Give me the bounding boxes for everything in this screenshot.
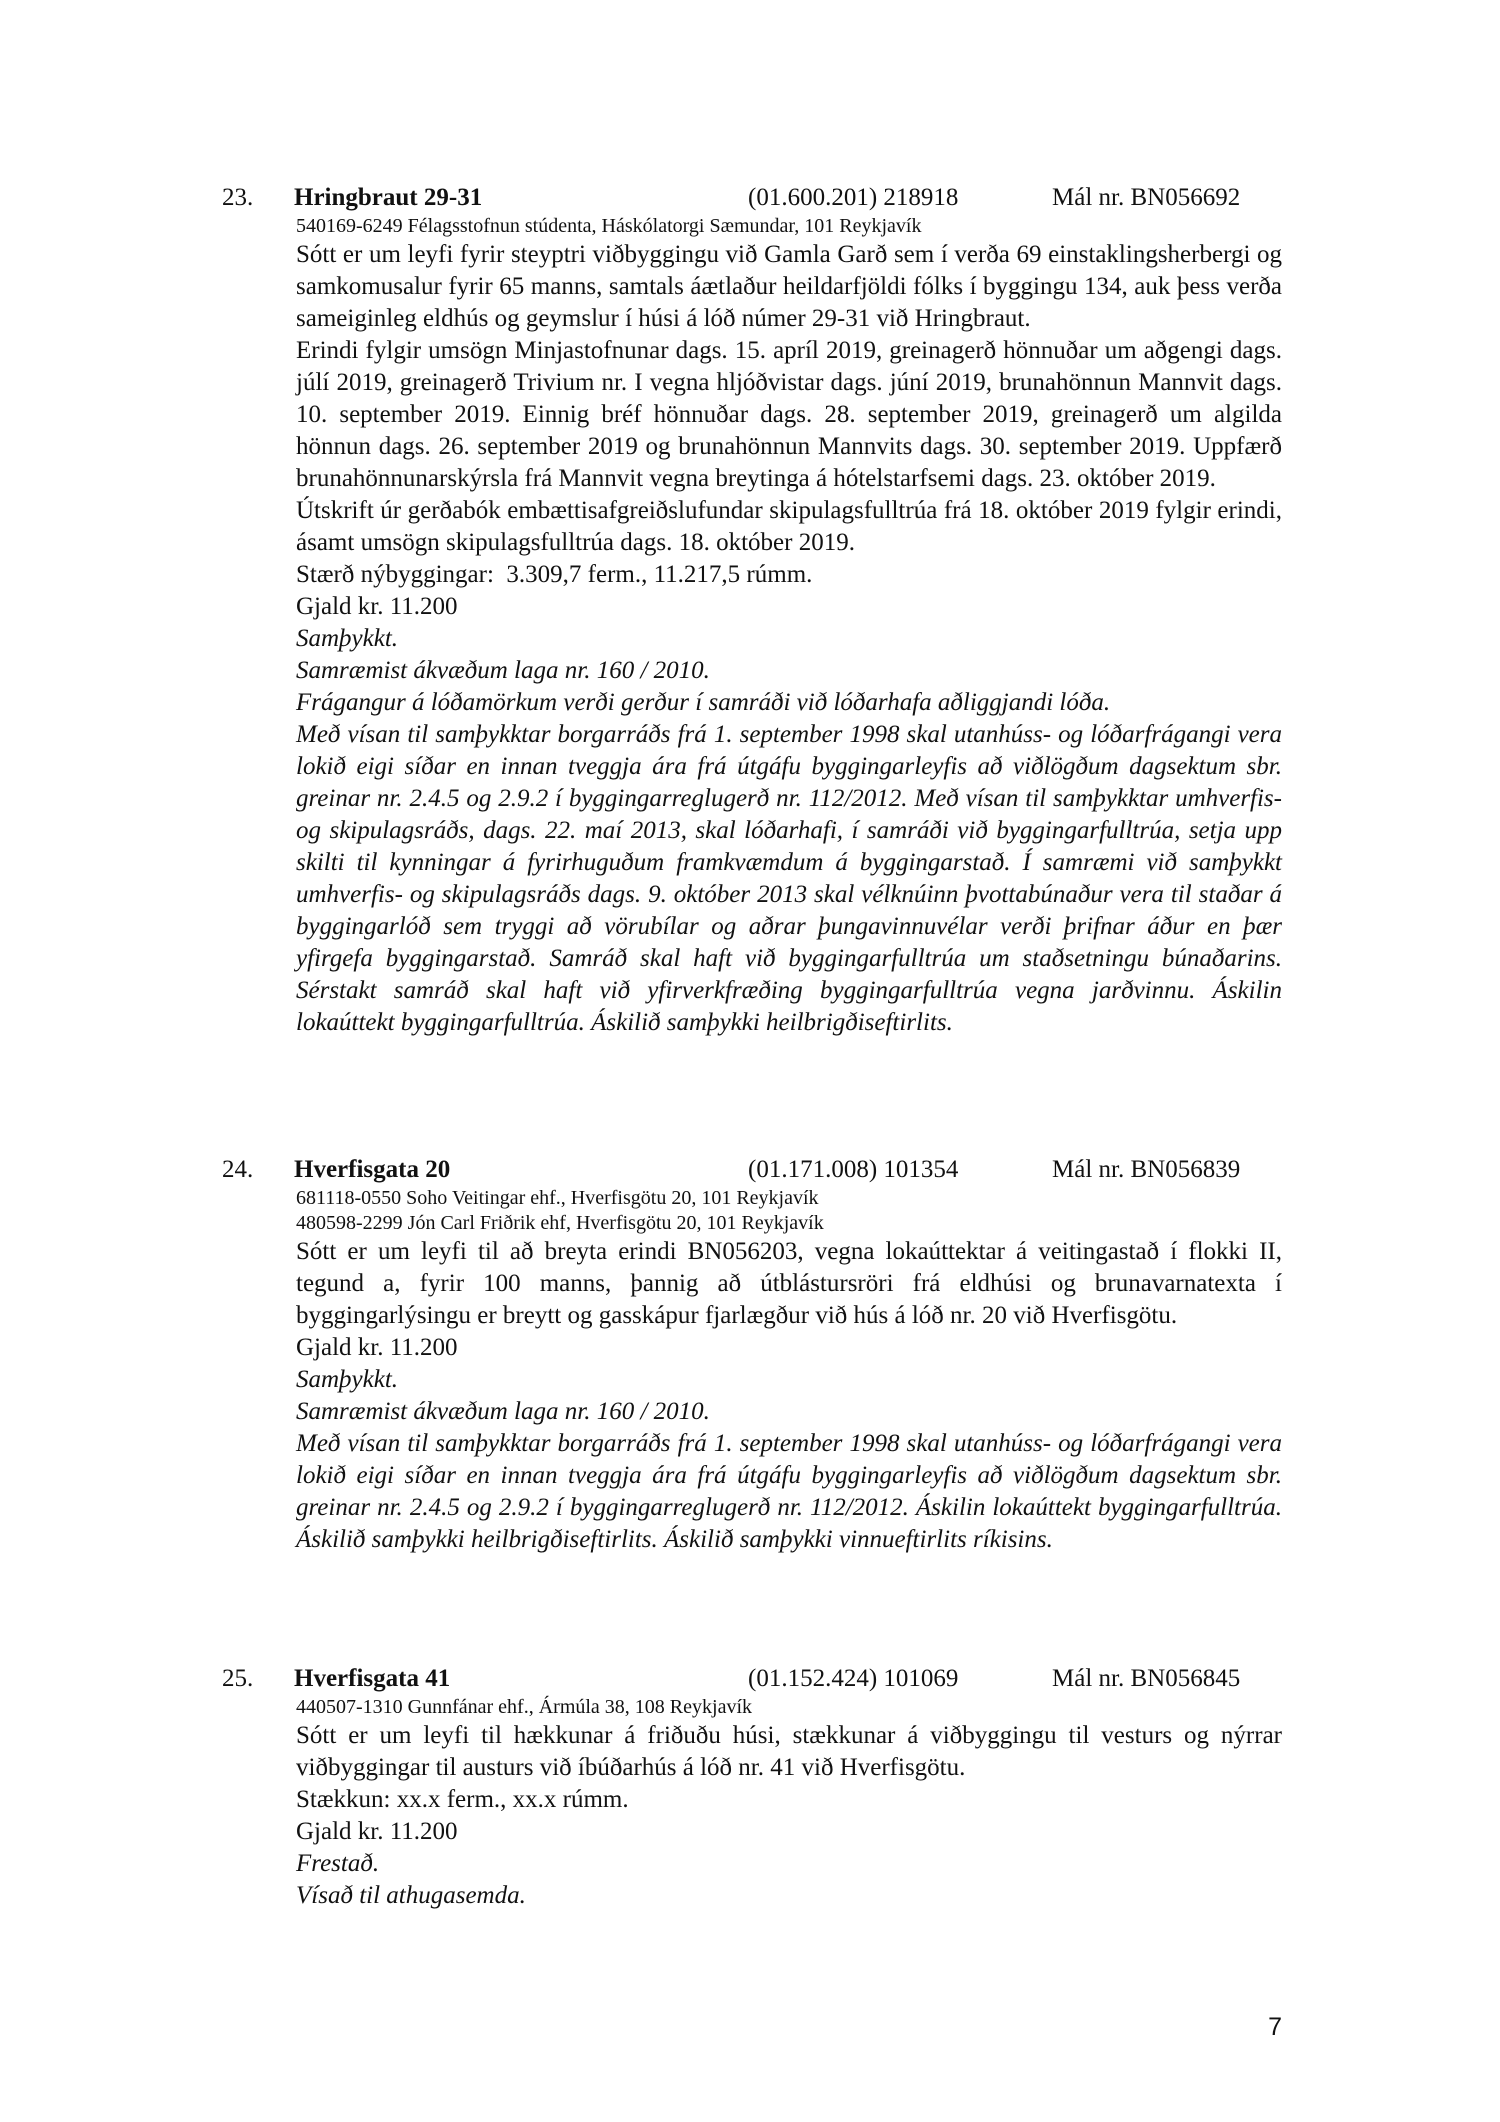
case-remark: Vísað til athugasemda.	[296, 1882, 526, 1909]
case-entry-23	[222, 182, 1282, 1039]
case-fee: Gjald kr. 11.200	[296, 1334, 458, 1361]
land-registry-reference: (01.600.201) 218918	[748, 184, 959, 211]
applicant: 540169-6249 Félagsstofnun stúdenta, Háskólatorgi Sæmundar, 101 Reykjavík	[296, 215, 922, 237]
case-number: 25.	[222, 1665, 254, 1692]
case-body	[296, 214, 1282, 1039]
case-body	[296, 1695, 1282, 1912]
case-entry-24	[222, 1154, 1282, 1556]
case-fee: Gjald kr. 11.200	[296, 1818, 458, 1845]
applicant: 440507-1310 Gunnfánar ehf., Ármúla 38, 108 Reykjavík	[296, 1696, 753, 1718]
law-compliance: Samræmist ákvæðum laga nr. 160 / 2010.	[296, 1398, 710, 1425]
case-body	[296, 1186, 1282, 1556]
land-registry-reference: (01.171.008) 101354	[748, 1156, 959, 1183]
case-extract: Útskrift úr gerðabók embættisafgreiðslufundar skipulagsfulltrúa frá 18. október 2019 fylgir erindi, ásamt umsögn skipulagsfulltrúa dags. 18. október 2019.	[296, 497, 1282, 556]
case-header	[222, 1154, 1282, 1186]
applicant: 681118-0550 Soho Veitingar ehf., Hverfisgötu 20, 101 Reykjavík	[296, 1187, 819, 1209]
case-header	[222, 182, 1282, 214]
case-decision: Samþykkt.	[296, 1366, 399, 1393]
applicant: 480598-2299 Jón Carl Friðrik ehf, Hverfisgötu 20, 101 Reykjavík	[296, 1212, 824, 1234]
building-size: Stækkun: xx.x ferm., xx.x rúmm.	[296, 1786, 629, 1813]
case-number: 24.	[222, 1156, 254, 1183]
land-registry-reference: (01.152.424) 101069	[748, 1665, 959, 1692]
case-number: 23.	[222, 184, 254, 211]
case-condition: Frágangur á lóðamörkum verði gerður í samráði við lóðarhafa aðliggjandi lóða.	[296, 689, 1111, 716]
case-description: Sótt er um leyfi til að breyta erindi BN056203, vegna lokaúttektar á veitingastað í flokki II, tegund a, fyrir 100 manns, þannig að útblástursröri frá eldhúsi og brunavarnatexta í byggingarlýsingu er breytt og gasskápur fjarlægður við hús á lóð nr. 20 við Hverfisgötu.	[296, 1238, 1282, 1329]
case-decision: Frestað.	[296, 1850, 380, 1877]
case-file-number: Mál nr. BN056839	[1052, 1156, 1241, 1183]
case-decision: Samþykkt.	[296, 625, 399, 652]
case-description: Sótt er um leyfi til hækkunar á friðuðu húsi, stækkunar á viðbyggingu til vesturs og nýrrar viðbyggingar til austurs við íbúðarhús á lóð nr. 41 við Hverfisgötu.	[296, 1722, 1282, 1781]
case-attachments: Erindi fylgir umsögn Minjastofnunar dags. 15. apríl 2019, greinagerð hönnuðar um aðgengi dags. júlí 2019, greinagerð Trivium nr. I vegna hljóðvistar dags. júní 2019, brunahönnun Mannvit dags. 10. september 2019. Einnig bréf hönnuðar dags. 28. september 2019, greinagerð um algilda hönnun dags. 26. september 2019 og brunahönnun Mannvits dags. 30. september 2019. Uppfærð brunahönnunarskýrsla frá Mannvit vegna breytinga á hótelstarfsemi dags. 23. október 2019.	[296, 337, 1282, 492]
law-compliance: Samræmist ákvæðum laga nr. 160 / 2010.	[296, 657, 710, 684]
case-condition: Með vísan til samþykktar borgarráðs frá 1. september 1998 skal utanhúss- og lóðarfrágangi vera lokið eigi síðar en innan tveggja ára frá útgáfu byggingarleyfis að viðlögðum dagsektum sbr. greinar nr. 2.4.5 og 2.9.2 í byggingarreglugerð nr. 112/2012. Með vísan til samþykktar umhverfis- og skipulagsráðs, dags. 22. maí 2013, skal lóðarhafi, í samráði við byggingarfulltrúa, setja upp skilti til kynningar á fyrirhuguðum framkvæmdum á byggingarstað. Í samræmi við samþykkt umhverfis- og skipulagsráðs dags. 9. október 2013 skal vélknúinn þvottabúnaður vera til staðar á byggingarlóð sem tryggi að vörubílar og aðrar þungavinnuvélar verði þrifnar áður en þær yfirgefa byggingarstað. Samráð skal haft við byggingarfulltrúa um staðsetningu búnaðarins. Sérstakt samráð skal haft við yfirverkfræðing byggingarfulltrúa vegna jarðvinnu. Áskilin lokaúttekt byggingarfulltrúa. Áskilið samþykki heilbrigðiseftirlits.	[296, 721, 1282, 1036]
case-address: Hverfisgata 41	[294, 1665, 451, 1692]
building-size: Stærð nýbyggingar: 3.309,7 ferm., 11.217,5 rúmm.	[296, 561, 813, 588]
case-file-number: Mál nr. BN056845	[1052, 1665, 1241, 1692]
case-fee: Gjald kr. 11.200	[296, 593, 458, 620]
case-condition: Með vísan til samþykktar borgarráðs frá 1. september 1998 skal utanhúss- og lóðarfrágangi vera lokið eigi síðar en innan tveggja ára frá útgáfu byggingarleyfis að viðlögðum dagsektum sbr. greinar nr. 2.4.5 og 2.9.2 í byggingarreglugerð nr. 112/2012. Áskilin lokaúttekt byggingarfulltrúa. Áskilið samþykki heilbrigðiseftirlits. Áskilið samþykki vinnueftirlits ríkisins.	[296, 1430, 1282, 1553]
case-header	[222, 1663, 1282, 1695]
case-description: Sótt er um leyfi fyrir steyptri viðbyggingu við Gamla Garð sem í verða 69 einstaklingsherbergi og samkomusalur fyrir 65 manns, samtals áætlaður heildarfjöldi fólks í byggingu 134, auk þess verða sameiginleg eldhús og geymslur í húsi á lóð númer 29-31 við Hringbraut.	[296, 241, 1282, 332]
case-entry-25	[222, 1663, 1282, 1912]
case-address: Hverfisgata 20	[294, 1156, 451, 1183]
case-file-number: Mál nr. BN056692	[1052, 184, 1241, 211]
page-number: 7	[1268, 2013, 1282, 2041]
case-address: Hringbraut 29-31	[294, 184, 483, 211]
